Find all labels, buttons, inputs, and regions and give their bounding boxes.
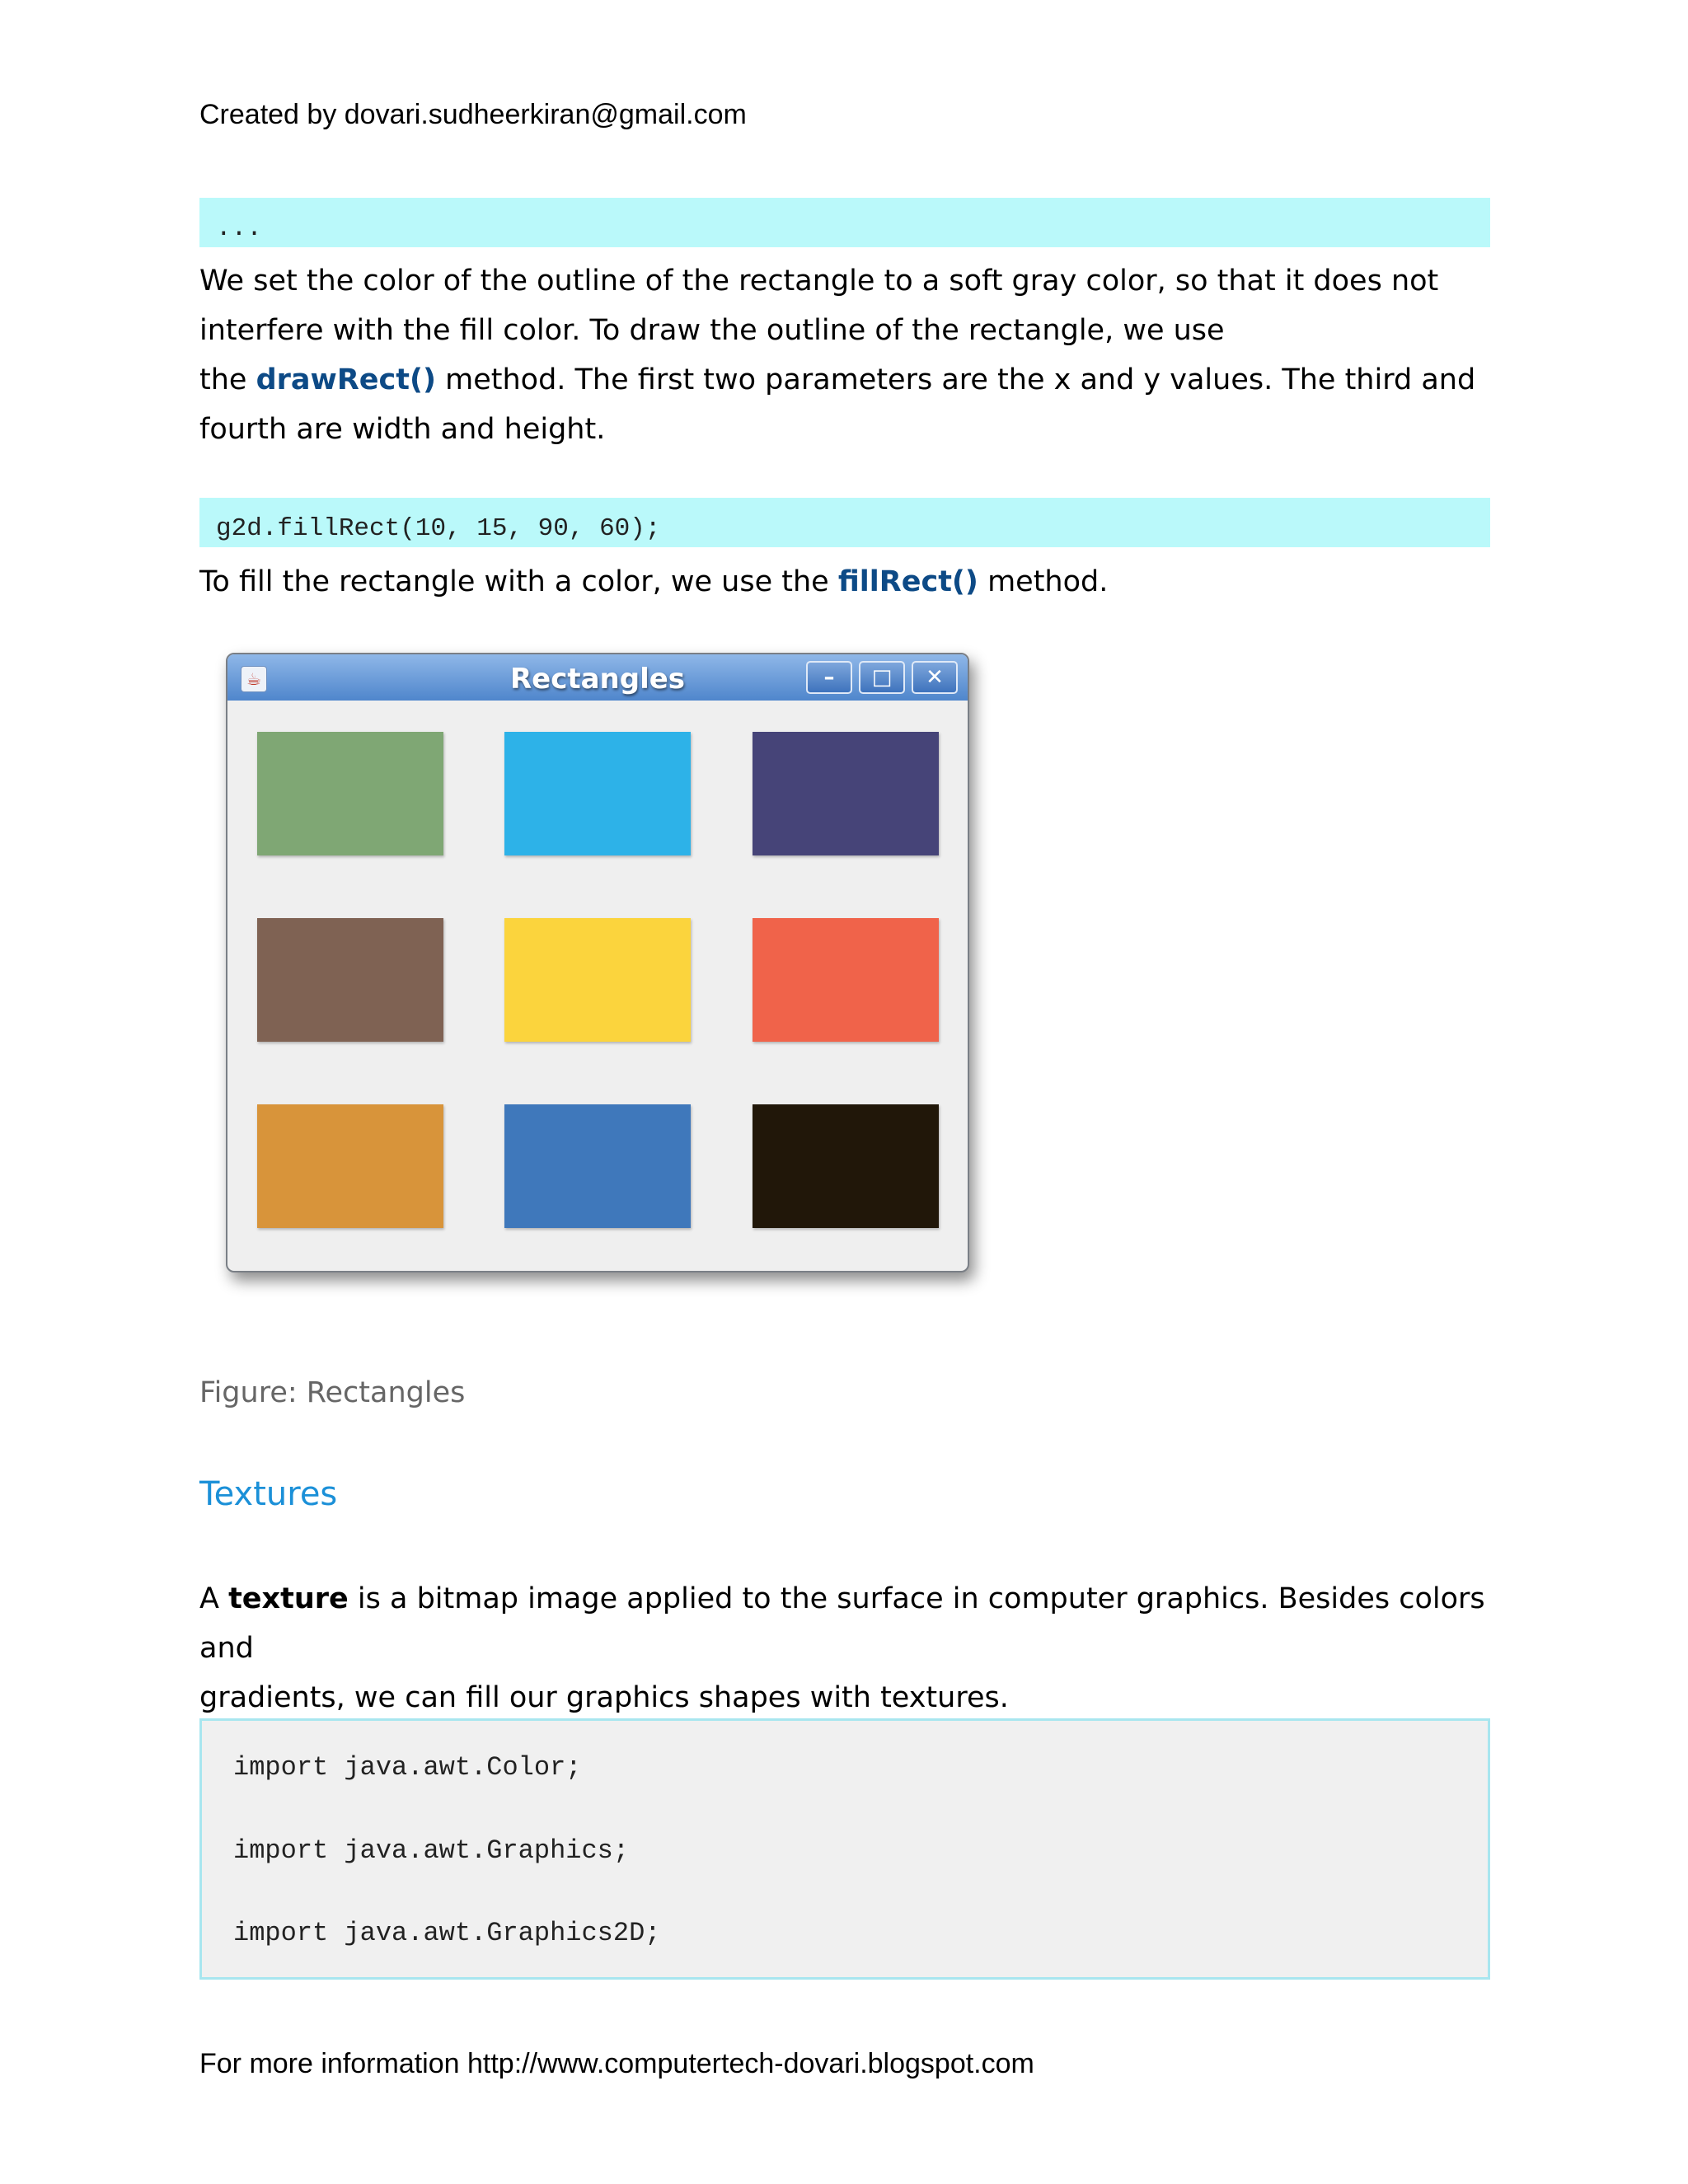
color-rectangle: [504, 918, 691, 1042]
text-span: method.: [978, 565, 1109, 598]
paragraph-line: gradients, we can fill our graphics shapes with textures.: [199, 1681, 1009, 1714]
window-title: Rectangles: [509, 663, 686, 696]
paragraph-line: fourth are width and height.: [199, 413, 606, 446]
paragraph-line: interfere with the fill color. To draw the outline of the rectangle, we use: [199, 314, 1225, 347]
paragraph-line: [199, 1574, 1502, 1673]
color-rectangle: [257, 918, 443, 1042]
code-line: import java.awt.Graphics;: [233, 1835, 630, 1866]
rectangles-window: [226, 653, 969, 1272]
paragraph-fill: [199, 557, 1502, 607]
page-header: Created by dovari.sudheerkiran@gmail.com: [199, 99, 747, 130]
text-span: A: [199, 1582, 229, 1615]
text-span: the: [199, 363, 256, 396]
code-snippet-fillrect: g2d.fillRect(10, 15, 90, 60);: [199, 498, 1490, 547]
paragraph-line: [199, 355, 1502, 405]
code-line: import java.awt.Color;: [233, 1752, 582, 1783]
method-keyword-drawrect: drawRect(): [256, 363, 437, 396]
close-button[interactable]: ✕: [912, 661, 958, 694]
color-rectangle: [504, 1104, 691, 1228]
figure-caption: Figure: Rectangles: [199, 1376, 466, 1409]
term-texture: texture: [228, 1582, 349, 1615]
color-rectangle: [257, 1104, 443, 1228]
text-span: method. The first two parameters are the x and y values. The third and: [436, 363, 1476, 396]
text-span: To fill the rectangle with a color, we use the: [199, 565, 838, 598]
section-heading-textures: Textures: [199, 1475, 338, 1513]
color-rectangle: [504, 732, 691, 855]
page-footer: For more information http://www.computertech-dovari.blogspot.com: [199, 2048, 1034, 2079]
color-rectangle: [753, 732, 939, 855]
color-rectangle: [753, 918, 939, 1042]
paragraph-outline: [199, 256, 1502, 454]
code-block-imports: [199, 1718, 1490, 1980]
maximize-button[interactable]: □: [859, 661, 905, 694]
java-app-icon[interactable]: ☕: [241, 666, 267, 692]
window-titlebar[interactable]: [227, 654, 968, 701]
paragraph-line: We set the color of the outline of the rectangle to a soft gray color, so that it does not: [199, 265, 1439, 298]
code-line: import java.awt.Graphics2D;: [233, 1918, 661, 1948]
paragraph-texture: [199, 1574, 1502, 1722]
color-rectangle: [257, 732, 443, 855]
text-span: is a bitmap image applied to the surface in computer graphics. Besides colors and: [199, 1582, 1485, 1665]
minimize-button[interactable]: –: [806, 661, 852, 694]
code-snippet-ellipsis: ...: [199, 198, 1490, 247]
method-keyword-fillrect: fillRect(): [837, 565, 978, 598]
color-rectangle: [753, 1104, 939, 1228]
